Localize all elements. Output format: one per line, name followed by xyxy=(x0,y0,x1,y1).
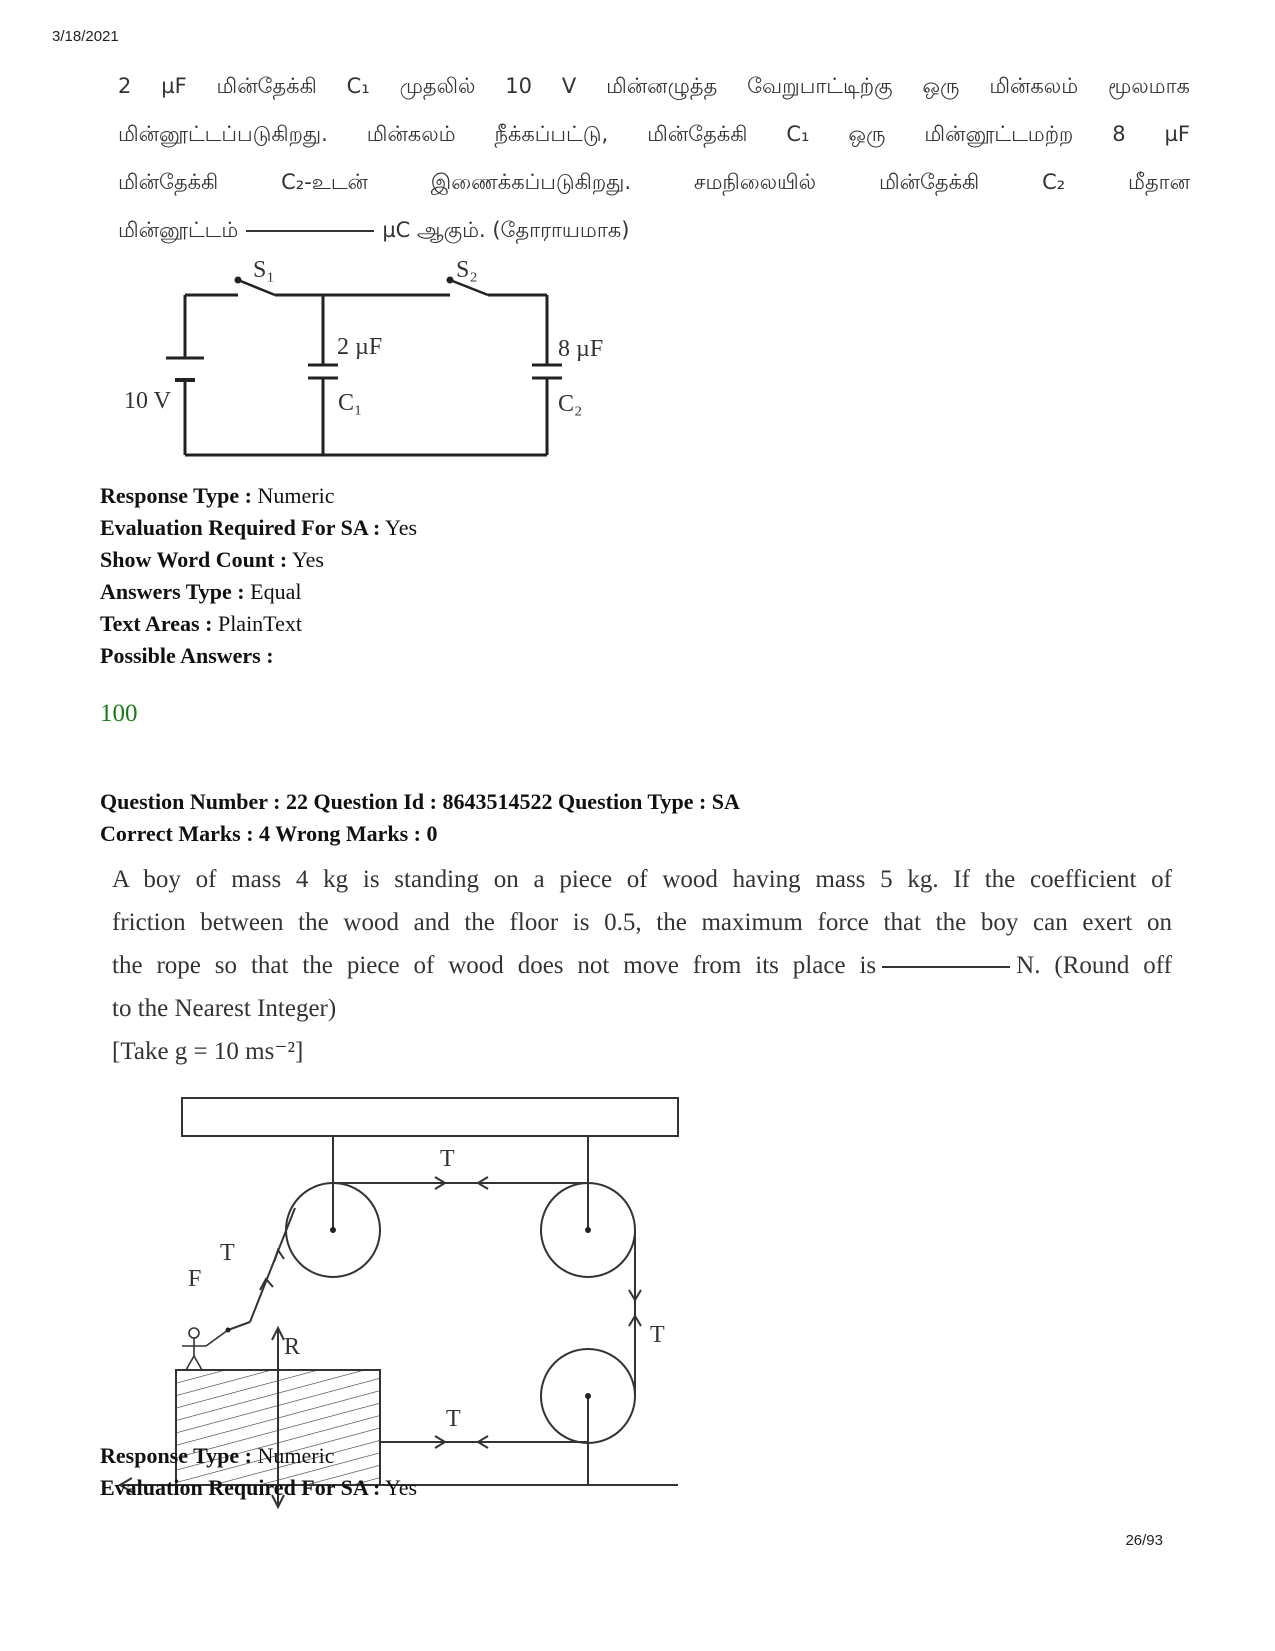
tension-label-bottom: T xyxy=(446,1406,461,1432)
switch-s1-label: S₁ xyxy=(253,257,275,283)
q22-header-line1: Question Number : 22 Question Id : 8643514522 Question Type : SA xyxy=(100,789,740,814)
q22-line-2: friction between the wood and the floor is 0.5, the maximum force that the boy can exert on xyxy=(112,909,1172,936)
tension-label-top: T xyxy=(440,1146,455,1172)
c2-label: C₂ xyxy=(558,391,583,417)
tension-label-right: T xyxy=(650,1322,665,1348)
meta-response-type: Response Type : Numeric xyxy=(100,1443,335,1468)
c2-value-label: 8 µF xyxy=(558,336,604,362)
page-number: 26/93 xyxy=(1125,1532,1163,1549)
force-label: F xyxy=(188,1266,202,1292)
q21-line-2: மின்னூட்டப்படுகிறது. மின்கலம் நீக்கப்பட்டு, மின்தேக்கி C₁ ஒரு மின்னூட்டமற்ற 8 µF xyxy=(118,122,1190,146)
answer-blank xyxy=(882,966,1010,968)
q21-text xyxy=(118,62,1190,254)
capacitor-circuit-diagram xyxy=(110,250,630,470)
q22-line-5: [Take g = 10 ms⁻²] xyxy=(112,1038,304,1065)
meta-text-areas: Text Areas : PlainText xyxy=(100,611,302,636)
q22-line-3: the rope so that the piece of wood does not move from its place is N. (Round off xyxy=(112,952,1172,979)
tension-label-rope: T xyxy=(220,1240,235,1266)
c1-label: C₁ xyxy=(338,390,363,416)
q22-meta xyxy=(100,1440,417,1504)
q21-line-1: 2 µF மின்தேக்கி C₁ முதலில் 10 V மின்னழுத்த வேறுபாட்டிற்கு ஒரு மின்கலம் மூலமாக xyxy=(118,74,1190,98)
c1-value-label: 2 µF xyxy=(337,334,383,360)
q22-text xyxy=(112,858,1172,1073)
meta-answers-type: Answers Type : Equal xyxy=(100,579,302,604)
switch-s2-label: S₂ xyxy=(456,257,478,283)
boy-figure xyxy=(182,1328,228,1370)
q21-line-4: மின்னூட்டம் µC ஆகும். (தோராயமாக) xyxy=(118,218,630,242)
meta-evaluation-required: Evaluation Required For SA : Yes xyxy=(100,515,418,540)
meta-evaluation-required: Evaluation Required For SA : Yes xyxy=(100,1475,418,1500)
q21-meta xyxy=(100,480,417,672)
q22-header-line2: Correct Marks : 4 Wrong Marks : 0 xyxy=(100,821,438,846)
meta-show-word-count: Show Word Count : Yes xyxy=(100,547,324,572)
q22-header xyxy=(100,786,740,850)
battery-label: 10 V xyxy=(124,388,171,414)
answer-blank xyxy=(246,230,374,232)
meta-possible-answers: Possible Answers : xyxy=(100,643,274,668)
print-date: 3/18/2021 xyxy=(52,28,119,45)
meta-response-type: Response Type : Numeric xyxy=(100,483,335,508)
q22-line-1: A boy of mass 4 kg is standing on a piece of wood having mass 5 kg. If the coefficient of xyxy=(112,866,1172,893)
q22-line-4: to the Nearest Integer) xyxy=(112,995,337,1022)
q21-line-3: மின்தேக்கி C₂-உடன் இணைக்கப்படுகிறது. சமநிலையில் மின்தேக்கி C₂ மீதான xyxy=(118,170,1190,194)
ceiling-beam xyxy=(182,1098,678,1136)
reaction-label: R xyxy=(284,1334,301,1360)
possible-answer-value: 100 xyxy=(100,700,138,727)
